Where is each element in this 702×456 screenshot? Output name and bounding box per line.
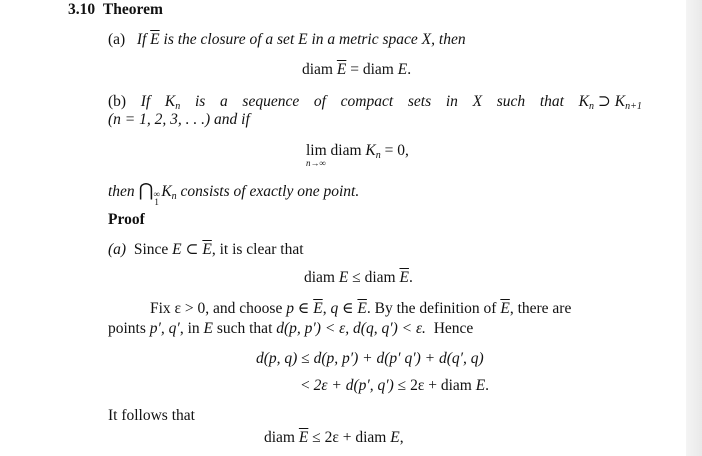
closure-symbol: $\overline{E}$: [336, 61, 347, 78]
subscript: n: [175, 101, 181, 112]
K-symbol: K: [164, 93, 176, 110]
theorem-part-a: [108, 30, 466, 50]
leq-symbol: ≤: [352, 269, 361, 286]
limit-operator: [306, 141, 327, 168]
part-b-label: (b): [108, 93, 127, 110]
proof-fix-line: [150, 299, 571, 319]
word: , it is clear that: [211, 241, 304, 258]
text: , in: [179, 320, 200, 337]
triangle-sum: d(p, p′) + d(p′ q′) + d(q′, q): [313, 350, 484, 367]
K-symbol: K: [578, 93, 589, 110]
limit-subscript: n→∞: [306, 158, 326, 168]
word: , then: [431, 31, 466, 48]
diam-text: diam: [364, 269, 396, 286]
word: then: [108, 183, 135, 200]
subscript: n: [375, 150, 381, 161]
text: Fix ε > 0, and choose: [150, 300, 283, 317]
text: such that: [216, 320, 273, 337]
word: sequence: [242, 93, 300, 110]
equals-zero: = 0,: [384, 142, 409, 159]
section-heading: [68, 0, 163, 20]
part-a-label: (a): [108, 31, 126, 48]
element-symbol: ∈: [297, 300, 310, 317]
intersection-symbol: ⋂: [138, 180, 154, 200]
word: a: [219, 93, 228, 110]
bound-term: 2ε + diam: [410, 377, 472, 394]
closure-symbol: $\overline{E}$: [500, 300, 510, 317]
element-symbol: ∈: [342, 300, 354, 317]
proof-follows: It follows that: [108, 407, 195, 424]
display-inequality-1: [304, 268, 413, 288]
closure-symbol: $\overline{E}$: [313, 300, 323, 317]
lt-symbol: <: [301, 377, 310, 394]
set-symbol: E: [172, 241, 182, 258]
K-symbol: K: [161, 183, 172, 200]
section-title: Theorem: [102, 1, 163, 18]
word: of: [313, 93, 326, 110]
leq-symbol: ≤: [397, 377, 407, 394]
K-symbol: K: [614, 93, 626, 110]
comma: ,: [399, 429, 404, 446]
period: .: [408, 269, 413, 286]
bound-term: 2ε + diam: [324, 429, 387, 446]
part-a-label: (a): [108, 241, 127, 258]
display-equation-a: [302, 60, 411, 80]
word: that: [539, 93, 564, 110]
word: in a metric space: [311, 31, 418, 48]
closure-symbol: $\overline{E}$: [202, 241, 212, 258]
theorem-conclusion: [108, 180, 359, 207]
text: Hence: [433, 320, 474, 337]
space-symbol: X: [421, 31, 432, 48]
superset-symbol: ⊃: [597, 93, 611, 110]
diam-text: diam: [362, 61, 394, 78]
comma: ,: [322, 300, 327, 317]
closure-symbol: $\overline{E}$: [399, 269, 409, 286]
period: .: [485, 377, 490, 394]
equals-sign: =: [350, 61, 359, 78]
closure-symbol: $\overline{E}$: [150, 31, 160, 48]
set-symbol: E: [298, 31, 308, 48]
lim-text: lim: [306, 142, 327, 159]
K-symbol: K: [365, 142, 376, 159]
nested-condition: [579, 92, 642, 117]
text: . By the definition of: [366, 300, 497, 317]
word: Since: [133, 241, 169, 258]
word: such: [496, 93, 526, 110]
distance-term: d(p, q): [256, 350, 298, 367]
word: is: [194, 93, 206, 110]
section-number: 3.10: [68, 1, 96, 18]
space-symbol: X: [472, 93, 483, 110]
set-symbol: E: [203, 320, 213, 337]
subset-symbol: ⊂: [185, 241, 199, 258]
period: .: [407, 61, 412, 78]
word: sets: [407, 93, 432, 110]
display-inequality-2: [256, 349, 484, 369]
point-symbols: p′, q′: [149, 320, 180, 337]
word: in: [445, 93, 458, 110]
diam-text: diam: [330, 142, 362, 159]
subscript: n+1: [625, 101, 642, 112]
text: points: [108, 320, 146, 337]
display-inequality-4: [264, 428, 404, 448]
display-inequality-3: [301, 376, 489, 396]
leq-symbol: ≤: [312, 429, 321, 446]
closure-symbol: $\overline{E}$: [357, 300, 367, 317]
word: is the closure of a set: [163, 31, 295, 48]
page-edge: [686, 0, 702, 456]
conclusion-text: consists of exactly one point.: [180, 183, 360, 200]
word: If: [136, 31, 147, 48]
subscript: n: [171, 191, 177, 202]
point-symbol: q: [330, 300, 339, 317]
set-symbol: E: [338, 269, 349, 286]
lower-limit: 1: [154, 197, 159, 207]
limit-equation: [306, 141, 409, 166]
proof-points-line: [108, 319, 473, 339]
upper-limit: ∞: [153, 189, 160, 199]
diam-text: diam: [304, 269, 335, 286]
theorem-part-b-line2: (n = 1, 2, 3, . . .) and if: [108, 111, 250, 128]
proof-part-a-intro: [108, 240, 304, 260]
word: compact: [340, 93, 394, 110]
closure-symbol: $\overline{E}$: [298, 429, 309, 446]
text: , there are: [509, 300, 572, 317]
diam-text: diam: [264, 429, 295, 446]
word: If: [140, 93, 151, 110]
set-symbol: E: [475, 377, 486, 394]
diam-text: diam: [302, 61, 333, 78]
set-symbol: E: [397, 61, 408, 78]
bound-term: 2ε + d(p′, q′): [313, 377, 394, 394]
distance-conditions: d(p, p′) < ε, d(q, q′) < ε.: [276, 320, 426, 337]
proof-heading: Proof: [108, 211, 145, 228]
set-symbol: E: [390, 429, 400, 446]
leq-symbol: ≤: [301, 350, 310, 367]
point-symbol: p: [286, 300, 294, 317]
subscript: n: [588, 101, 594, 112]
